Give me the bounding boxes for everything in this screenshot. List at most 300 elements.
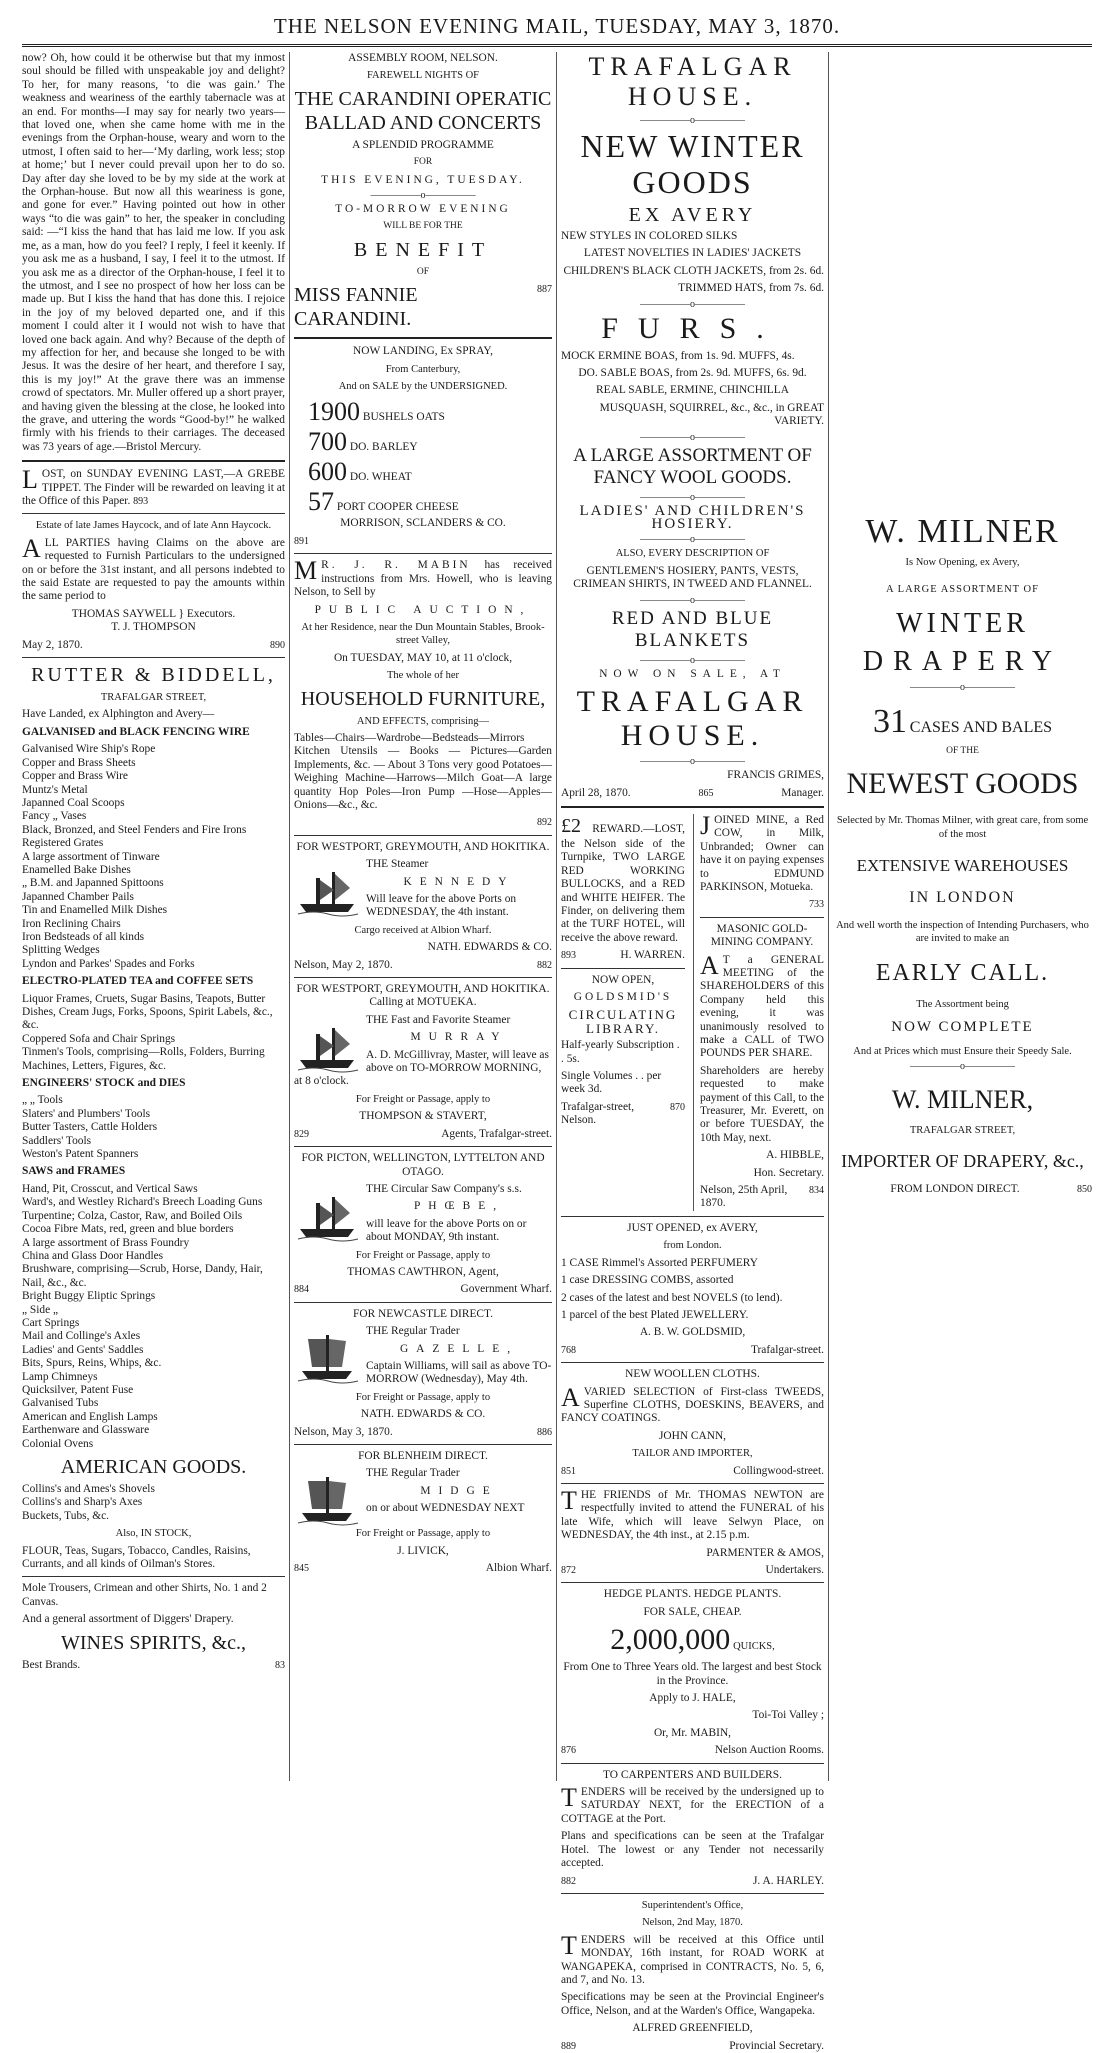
kennedy-ad [294, 858, 552, 924]
musquash-text: MUSQUASH, SQUIRREL, &c., &c., in GREAT VARIETY. [599, 401, 824, 428]
lost-text: OST, on SUNDAY EVENING LAST,—A GREBE TIPPET. The Finder will be rewarded on leaving it at the Office of this Paper. [22, 468, 285, 507]
benefit-text: BENEFIT [353, 238, 493, 261]
saws-item: Bits, Spurs, Reins, Whips, &c. [22, 1357, 162, 1370]
shareholders-text: Shareholders are hereby requested to make payment of this Call, to the Treasurer, Mr. Everett, on or before TUESDAY, the 10th May, next. [700, 1064, 825, 1144]
column-2 [294, 52, 552, 1781]
lost-notice [22, 465, 285, 508]
estate-notice [22, 533, 285, 604]
quantity: 600 [308, 457, 347, 487]
ad-number: 892 [537, 817, 552, 829]
trafalgar-title: TRAFALGAR HOUSE. [588, 52, 797, 111]
column-divider [289, 52, 290, 1781]
phoebe-line2: will leave for the above Ports on or about MONDAY, 9th instant. [366, 1217, 527, 1244]
quantity-row [308, 487, 552, 517]
grimes-name: FRANCIS GRIMES, [727, 769, 824, 782]
assembly-title: ASSEMBLY ROOM, NELSON. [348, 52, 498, 64]
executors-label: Executors. [186, 607, 236, 620]
abw-name: A. B. W. GOLDSMID, [639, 1326, 746, 1339]
saws-item: Bright Buggy Eliptic Springs [22, 1290, 156, 1303]
rb-street: TRAFALGAR STREET, [100, 692, 207, 704]
selected-text: Selected by Mr. Thomas Milner, with great care, from some of the most [836, 815, 1089, 840]
sale-cheap: FOR SALE, CHEAP. [643, 1605, 742, 1618]
dash-rule: —————o————— [640, 431, 745, 443]
executor-name: THOMAS SAYWELL [71, 607, 176, 620]
toitoi-text: Toi-Toi Valley ; [752, 1709, 824, 1722]
galv-item: Fancy „ Vases [22, 810, 87, 823]
divider [294, 835, 552, 836]
miss-name: MISS FANNIE CARANDINI. [294, 284, 418, 331]
reward-amount: £2 [561, 814, 581, 837]
galv-list [22, 743, 285, 971]
joined-ad [693, 810, 825, 1211]
divider [294, 1146, 552, 1147]
auction-date: On TUESDAY, MAY 10, at 11 o'clock, [333, 651, 513, 664]
estate-title: Estate of late James Haycock, and of late Ann Haycock. [35, 520, 272, 532]
divider [294, 977, 552, 978]
galv-item: Iron Reclining Chairs [22, 917, 121, 930]
ad-number: 887 [537, 284, 552, 296]
galv-item: Enamelled Bake Dishes [22, 863, 131, 876]
saws-item: Brushware, comprising—Scrub, Horse, Dandy, Hair, Nail, &c., &c. [22, 1263, 263, 1289]
cann-name: JOHN CANN, [658, 1429, 727, 1442]
ad-number: 834 [809, 1185, 824, 1197]
quantity-unit: PORT COOPER CHEESE [336, 501, 459, 514]
kennedy-date: Nelson, May 2, 1870. [294, 958, 393, 971]
being-text: The Assortment being [916, 998, 1009, 1010]
dash-rule: —————o————— [910, 681, 1015, 693]
case-line: 2 cases of the latest and best NOVELS (to lend). [561, 1291, 783, 1304]
case-line: 1 parcel of the best Plated JEWELLERY. [561, 1308, 749, 1321]
kennedy-line1: THE Steamer [366, 858, 429, 871]
elec-title: ELECTRO-PLATED TEA and COFFEE SETS [22, 975, 254, 988]
galv-item: A large assortment of Tinware [22, 850, 160, 863]
galv-item: Iron Bedsteads of all kinds [22, 930, 145, 943]
warren-name: H. WARREN. [620, 949, 685, 962]
saws-item: Quicksilver, Patent Fuse [22, 1383, 134, 1396]
cargo-text: Cargo received at Albion Wharf. [354, 924, 492, 936]
winter-title: WINTER [896, 607, 1029, 639]
saws-item: Colonial Ovens [22, 1437, 94, 1450]
dash-rule: —————o————— [640, 756, 745, 768]
blankets-title: RED AND BLUE BLANKETS [611, 607, 774, 651]
ad-number: 882 [537, 959, 552, 971]
freight-text: For Freight or Passage, apply to [355, 1528, 491, 1540]
kennedy-line2: Will leave for the above Ports on WEDNESDAY, the 4th instant. [366, 893, 517, 919]
gazelle-name: GAZELLE, [399, 1342, 519, 1355]
column-3 [561, 52, 825, 2052]
cases-line [833, 703, 1092, 741]
masonic-title: MASONIC GOLD-MINING COMPANY. [710, 922, 814, 949]
eng-title: ENGINEERS' STOCK and DIES [22, 1077, 186, 1090]
midge-name: MIDGE [420, 1484, 498, 1497]
divider [561, 1483, 824, 1484]
divider [700, 917, 824, 918]
apply-text: Apply to J. HALE, [649, 1692, 736, 1705]
hats-text: TRIMMED HATS, from 7s. 6d. [678, 282, 824, 295]
residence-text: At her Residence, near the Dun Mountain Stables, Brook-street Valley, [301, 621, 545, 647]
ad-number: 872 [561, 1565, 576, 1576]
tender2-text: ENDERS will be received at this Office until MONDAY, 16th instant, for ROAD WORK at WANGAPEKA, comprised in CONTRACTS, No. 5, 6, and 7, and No. 13. [561, 1933, 824, 1986]
american-item: Collins's and Ames's Shovels [22, 1483, 155, 1495]
newton-notice [561, 1485, 824, 1543]
dash-rule: —————o————— [640, 298, 745, 310]
steamer-ship-icon [294, 1185, 360, 1243]
cawthron-wharf: Government Wharf. [460, 1283, 552, 1296]
drop-cap: T [561, 1783, 577, 1813]
novelties-text: LATEST NOVELTIES IN LADIES' JACKETS [583, 247, 802, 260]
murray-line2: A. D. McGillivray, Master, will leave as above on TO-MORROW MORNING, at 8 o'clock. [294, 1048, 549, 1088]
galv-item: Galvanised Wire Ship's Rope [22, 743, 156, 756]
real-text: REAL SABLE, ERMINE, CHINCHILLA [596, 384, 789, 397]
divider [561, 968, 685, 969]
large-assortment: A LARGE ASSORTMENT OF [886, 584, 1039, 596]
westport-title: FOR WESTPORT, GREYMOUTH, AND HOKITIKA. [296, 840, 550, 853]
reward-footer [561, 949, 685, 962]
prices-text: And at Prices which must Ensure their Speedy Sale. [853, 1045, 1072, 1057]
freight-text: For Freight or Passage, apply to [355, 1391, 491, 1403]
children-text: CHILDREN'S BLACK CLOTH JACKETS, from 2s. 6d. [563, 264, 824, 277]
for-text: FOR [413, 157, 433, 168]
tender1-text: ENDERS will be received by the undersigned up to SATURDAY NEXT, for the ERECTION of a COTTAGE at the Port. [561, 1786, 824, 1825]
ad-number: 891 [294, 535, 309, 547]
quantity-unit: DO. BARLEY [349, 441, 418, 454]
newton-text: HE FRIENDS of Mr. THOMAS NEWTON are respectfully invited to attend the FUNERAL of his late Wife, which will leave Selwyn Place, on WEDNESDAY, the 4th inst., at 2.15 p.m. [561, 1488, 824, 1542]
drop-cap: T [561, 1930, 577, 1960]
saws-item: Turpentine; Colza, Castor, Raw, and Boiled Oils [22, 1209, 243, 1222]
library-street: Trafalgar-street, Nelson. [561, 1100, 635, 1127]
joined-notice [700, 810, 824, 894]
hibble-date: Nelson, 25th April, 1870. [700, 1184, 788, 1210]
importer-text: IMPORTER OF DRAPERY, &c., [841, 1151, 1084, 1172]
ad-number: 882 [561, 1875, 576, 1887]
eng-item: „ „ Tools [22, 1094, 63, 1107]
cann-footer [561, 1465, 824, 1478]
quantity: 1900 [308, 397, 360, 427]
cawthron-text: THOMAS CAWTHRON, Agent, [347, 1265, 499, 1278]
midge-line2: on or about WEDNESDAY NEXT [366, 1502, 525, 1515]
quantity-row [308, 457, 552, 487]
woollen-title: NEW WOOLLEN CLOTHS. [625, 1368, 760, 1381]
galv-title: GALVANISED and BLACK FENCING WIRE [22, 725, 250, 738]
sailing-ship-icon [294, 1327, 360, 1385]
divider [22, 460, 285, 462]
harley-name: J. A. HARLEY. [753, 1874, 824, 1887]
or-mabin: Or, Mr. MABIN, [653, 1726, 732, 1739]
divider [561, 1582, 824, 1583]
hibble-title: Hon. Secretary. [753, 1166, 824, 1179]
winter-goods-title: NEW WINTER GOODS [580, 128, 805, 200]
newton-footer [561, 1564, 824, 1577]
drop-cap: T [561, 1485, 577, 1515]
quantity: 57 [308, 487, 334, 517]
saws-list [22, 1183, 285, 1451]
now-on-sale: NOW ON SALE, AT [599, 667, 786, 680]
sale-text: And on SALE by the UNDERSIGNED. [338, 381, 508, 393]
midge-line1: THE Regular Trader [366, 1467, 460, 1480]
super-date: Nelson, 2nd May, 1870. [642, 1917, 743, 1929]
sable-text: DO. SABLE BOAS, from 2s. 9d. MUFFS, 6s. 9d. [578, 367, 807, 380]
manager-label: Manager. [781, 786, 824, 799]
divider [22, 657, 285, 658]
drop-cap: A [22, 533, 41, 563]
galv-item: Copper and Brass Wire [22, 770, 128, 783]
gazelle-date: Nelson, May 3, 1870. [294, 1425, 393, 1438]
saws-item: Ladies' and Gents' Saddles [22, 1343, 144, 1356]
now-complete: NOW COMPLETE [891, 1019, 1034, 1036]
wines-title: WINES SPIRITS, &c., [61, 1631, 246, 1654]
livick-wharf: Albion Wharf. [485, 1562, 552, 1575]
will-be-text: WILL BE FOR THE [383, 221, 463, 232]
in-london: IN LONDON [909, 889, 1016, 907]
mole-text: Mole Trousers, Crimean and other Shirts, No. 1 and 2 Canvas. [22, 1582, 267, 1608]
quantity-row [308, 427, 552, 457]
column-divider [556, 52, 557, 1781]
miss-line [294, 283, 552, 331]
nath2-text: NATH. EDWARDS & CO. [360, 1408, 486, 1421]
abw-street: Trafalgar-street. [750, 1343, 824, 1356]
tomorrow-text: TO-MORROW EVENING [335, 203, 511, 216]
reward-text: REWARD.—LOST, the Nelson side of the Turnpike, TWO LARGE RED WORKING BULLOCKS, and a RED and WHITE HEIFER. The Finder, on delivering them at the TURF HOTEL, will receive the above reward. [561, 822, 685, 944]
gazelle-line2: Captain Williams, will sail as above TO-MORROW (Wednesday), May 4th. [366, 1359, 552, 1386]
ad-number: 768 [561, 1344, 576, 1356]
quantity-list [294, 397, 552, 517]
tender2-spec: Specifications may be seen at the Provincial Engineer's Office, Nelson, and at the Warden's Office, Wangapeka. [561, 1991, 824, 2017]
tender1-plans: Plans and specifications can be seen at the Trafalgar Hotel. The lowest or any Tender not necessarily accepted. [561, 1830, 824, 1870]
drop-cap: J [700, 810, 711, 840]
divider [22, 513, 285, 514]
undertakers-label: Undertakers. [765, 1564, 824, 1576]
auction-text: PUBLIC AUCTION, [314, 603, 532, 616]
quicks-label: QUICKS, [733, 1641, 775, 1653]
milner-footer [833, 1183, 1092, 1196]
reward-ad [561, 814, 685, 1211]
phoebe-name: PHŒBE, [413, 1200, 505, 1213]
saws-item: Ward's, and Westley Richard's Breech Loading Guns [22, 1196, 263, 1209]
quantity-row [308, 397, 552, 427]
early-call: EARLY CALL. [875, 959, 1050, 986]
farewell-text: FAREWELL NIGHTS OF [367, 70, 479, 82]
cann-street: Collingwood-street. [733, 1464, 824, 1477]
elec-item: Liquor Frames, Cruets, Sugar Basins, Teapots, Butter Dishes, Cream Jugs, Forks, Spoons, Spirit Labels, &c., &c. [22, 992, 273, 1032]
morrison-text: MORRISON, SCLANDERS & CO. [340, 517, 506, 530]
greenfield-title: Provincial Secretary. [729, 2039, 824, 2052]
company-name: THE CARANDINI OPERATIC BALLAD AND CONCERTS [294, 87, 552, 134]
kennedy-name: KENNEDY [403, 875, 515, 888]
midge-ad [294, 1467, 552, 1527]
divider [561, 1216, 824, 1217]
executors: THOMAS SAYWELL } Executors. T. J. THOMPSON [71, 607, 236, 634]
saws-item: Cocoa Fibre Mats, red, green and blue borders [22, 1223, 234, 1236]
livick-text: J. LIVICK, [397, 1544, 449, 1557]
column-1 [22, 52, 285, 1781]
divider [22, 1576, 285, 1577]
hedge-title: HEDGE PLANTS. HEDGE PLANTS. [603, 1588, 782, 1601]
saws-item: Lamp Chimneys [22, 1370, 98, 1383]
of-text: OF [416, 266, 430, 277]
thompson-footer [294, 1128, 552, 1141]
dash-rule: —————o————— [640, 654, 745, 666]
divider [294, 553, 552, 554]
eng-item: Butter Tasters, Cattle Holders [22, 1121, 158, 1134]
ad-number: 884 [294, 1284, 309, 1296]
diggers-text: And a general assortment of Diggers' Drapery. [22, 1613, 234, 1626]
effects-text: AND EFFECTS, comprising— [356, 715, 490, 727]
american-item: Collins's and Sharp's Axes [22, 1496, 143, 1509]
library-title: CIRCULATING LIBRARY. [568, 1007, 678, 1036]
quicks-number: 2,000,000 [610, 1623, 731, 1657]
milner-title-2: W. MILNER, [891, 1085, 1034, 1115]
american-list [22, 1483, 285, 1523]
wool-title: A LARGE ASSORTMENT OF FANCY WOOL GOODS. [573, 444, 812, 488]
auction-rooms: Nelson Auction Rooms. [714, 1744, 824, 1757]
ad-number: 893 [561, 950, 576, 962]
greenfield-name: ALFRED GREENFIELD, [632, 2022, 753, 2035]
column-divider [828, 52, 829, 1781]
ad-number: 876 [561, 1745, 576, 1757]
newcastle-title: FOR NEWCASTLE DIRECT. [353, 1307, 493, 1320]
dash-rule: —————o————— [910, 1061, 1015, 1073]
saws-item: „ Side „ [22, 1303, 59, 1316]
dash-rule: —————o————— [640, 534, 745, 546]
mock-text: MOCK ERMINE BOAS, from 1s. 9d. MUFFS, 4s. [561, 349, 795, 362]
galv-item: Japanned Chamber Pails [22, 890, 134, 903]
ad-number: 851 [561, 1465, 576, 1477]
household-title: HOUSEHOLD FURNITURE, [300, 687, 546, 710]
programme-text: A SPLENDID PROGRAMME [352, 138, 494, 151]
steamer-ship-icon [294, 1016, 360, 1074]
grimes-date: April 28, 1870. [561, 786, 631, 799]
galv-item: „ B.M. and Japanned Spittoons [22, 877, 164, 890]
hibble-name: A. HIBBLE, [766, 1149, 824, 1162]
case-line: 1 case DRESSING COMBS, assorted [561, 1274, 734, 1287]
quantity-unit: DO. WHEAT [349, 471, 412, 484]
abw-footer [561, 1344, 824, 1357]
whole-text: The whole of her [386, 670, 459, 682]
styles-text: NEW STYLES IN COLORED SILKS [561, 230, 738, 242]
reward-row [561, 810, 825, 1211]
blenheim-title: FOR BLENHEIM DIRECT. [358, 1450, 488, 1462]
direct-text: FROM LONDON DIRECT. [890, 1183, 1020, 1196]
worth-text: And well worth the inspection of Intending Purchasers, who are invited to make an [836, 920, 1089, 945]
cases-number: 31 [872, 702, 907, 740]
masonic-notice [700, 950, 824, 1061]
masthead-rule [22, 44, 1092, 47]
library-footer [561, 1101, 685, 1128]
freight-text: For Freight or Passage, apply to [355, 1249, 491, 1261]
saws-item: China and Glass Door Handles [22, 1249, 164, 1262]
eng-item: Slaters' and Plumbers' Tools [22, 1107, 151, 1120]
quantity: 700 [308, 427, 347, 457]
freight-text: For Freight or Passage, apply to [355, 1093, 491, 1105]
drop-cap: M [294, 556, 318, 586]
hedge-footer [561, 1744, 824, 1757]
tender1-notice [561, 1783, 824, 1826]
galv-item: Lyndon and Parkes' Spades and Forks [22, 957, 195, 970]
dash-rule: —————o————— [640, 115, 745, 126]
murray-line1: THE Fast and Favorite Steamer [366, 1013, 511, 1026]
just-opened: JUST OPENED, ex AVERY, [627, 1221, 758, 1234]
parmenter-name: PARMENTER & AMOS, [706, 1546, 824, 1559]
dash-rule: —————o————— [370, 190, 476, 202]
divider [561, 1362, 824, 1363]
super-office: Superintendent's Office, [641, 1899, 744, 1911]
ad-number: 890 [270, 639, 285, 651]
estate-text: LL PARTIES having Claims on the above are requested to Furnish Particulars to the undersigned on or before the 31st instant, and all persons indebted to the said Estate are requested to pay the amounts within the same period to [22, 536, 285, 603]
divider [294, 337, 552, 339]
phoebe-ad [294, 1183, 552, 1249]
executor-name: T. J. THOMPSON [111, 621, 196, 634]
eng-item: Weston's Patent Spanners [22, 1148, 139, 1161]
divider [294, 1444, 552, 1445]
hibble-footer [700, 1184, 824, 1211]
trafalgar-title-2: TRAFALGAR HOUSE. [576, 685, 809, 753]
milner-title: W. MILNER [865, 513, 1060, 550]
tender2-notice [561, 1930, 824, 1988]
ad-number: 865 [698, 787, 714, 799]
landing-text: NOW LANDING, Ex SPRAY, [353, 345, 493, 358]
column-4 [833, 52, 1092, 1781]
galv-item: Copper and Brass Sheets [22, 756, 136, 769]
estate-date: May 2, 1870. [22, 638, 83, 651]
divider [561, 1763, 824, 1764]
of-the: OF THE [946, 745, 979, 756]
motueka-title: FOR WESTPORT, GREYMOUTH, AND HOKITIKA. Calling at MOTUEKA. [296, 983, 550, 1009]
cann-title: TAILOR AND IMPORTER, [632, 1448, 753, 1460]
gazelle-footer [294, 1426, 552, 1439]
story-text: now? Oh, how could it be otherwise but that my inmost soul should be filled with unspeakable joy and delight? To her, for many reasons, ‘to die was gain.’ The weakness and weariness of the earthly tabernacle was at an end. For months—I may say for nearly two years—that loved one, when she came home with me in the evenings from the Orphan-house, weary and worn to the utmost, I often said to her—‘My darling, work less; stop at home;’ but I never could prevail upon her to do so. Day after day she loved to be by my side at the work at the Orphan-house. But now all this weariness is gone, and gone for ever.” Having pointed out how in other ways “to die was gain” to her, the speaker in concluding said: —“I kiss the hand that has laid me low. If you ask me, as a man, how do you feel? I reply, I feel it keenly. If you ask me as a husband, I say, I feel it to the utmost. If you ask me as a director of the Orphan-house, I feel it to the utmost, and I see no prospect of how her loss can be made up. But I kiss the hand that has done this. I rejoice in the joy of my beloved departed one, and if this moment I could alter it I would not wish to have that loved one back again. And why? Because of the depth of my affection for her, and because she longed to be with Jesus. It was the desire of her heart, and therefore I say, this is my joy!” At the grave there was an immense crowd of spectators. Mr. Muller offered up a short prayer, and having given the blessing at the close, he looked into the grave, and uttering the words “Good-by!” he walked firmly with his friends to their carriages. The deceased was 73 years of age.—Bristol Mercury. [22, 52, 285, 453]
galv-item: Splitting Wedges [22, 944, 100, 957]
drop-cap: A [700, 950, 719, 980]
saws-item: Mail and Collinge's Axles [22, 1330, 141, 1343]
street-text: TRAFALGAR STREET, [909, 1125, 1016, 1137]
opening-text: Is Now Opening, ex Avery, [905, 557, 1020, 568]
eng-item: Saddlers' Tools [22, 1134, 92, 1147]
eng-list [22, 1094, 285, 1161]
newest-goods: NEWEST GOODS [846, 767, 1079, 801]
also-every: ALSO, EVERY DESCRIPTION OF [615, 548, 770, 560]
grimes-footer [561, 787, 824, 800]
saws-item: Hand, Pit, Crosscut, and Vertical Saws [22, 1182, 198, 1195]
single-volumes: Single Volumes . . per week 3d. [561, 1070, 662, 1096]
gentlemen-text: GENTLEMEN'S HOSIERY, PANTS, VESTS, CRIMEAN SHIRTS, IN TWEED AND FLANNEL. [573, 564, 812, 591]
galv-item: Japanned Coal Scoops [22, 796, 125, 809]
ad-number: 83 [275, 1659, 285, 1671]
saws-item: Cart Springs [22, 1316, 80, 1329]
divider [561, 1893, 824, 1894]
livick-footer [294, 1562, 552, 1575]
case-line: 1 CASE Rimmel's Assorted PERFUMERY [561, 1256, 758, 1269]
rb-landed: Have Landed, ex Alphington and Avery— [22, 708, 215, 721]
also-in-stock: Also, IN STOCK, [115, 1528, 192, 1540]
wines-footer [22, 1659, 285, 1672]
murray-name: MURRAY [410, 1031, 508, 1044]
elec-item: Coppered Sofa and Chair Springs [22, 1032, 176, 1045]
picton-title: FOR PICTON, WELLINGTON, LYTTELTON AND OTAGO. [301, 1152, 545, 1178]
phoebe-line1: THE Circular Saw Company's s.s. [366, 1182, 522, 1195]
mabin-name: R. J. R. MABIN [321, 559, 471, 572]
gazelle-line1: THE Regular Trader [366, 1325, 460, 1338]
ad-number: 829 [294, 1128, 309, 1140]
dash-rule: —————o————— [640, 594, 745, 606]
divider [561, 806, 824, 808]
ad-number: 850 [1077, 1184, 1092, 1196]
carpenters-title: TO CARPENTERS AND BUILDERS. [603, 1768, 782, 1781]
elec-list [22, 993, 285, 1073]
cases-text: CASES AND BALES [909, 718, 1053, 736]
hosiery-title: LADIES' AND CHILDREN'S HOSIERY. [579, 502, 806, 533]
saws-item: American and English Lamps [22, 1410, 158, 1423]
drop-cap: L [22, 465, 38, 495]
